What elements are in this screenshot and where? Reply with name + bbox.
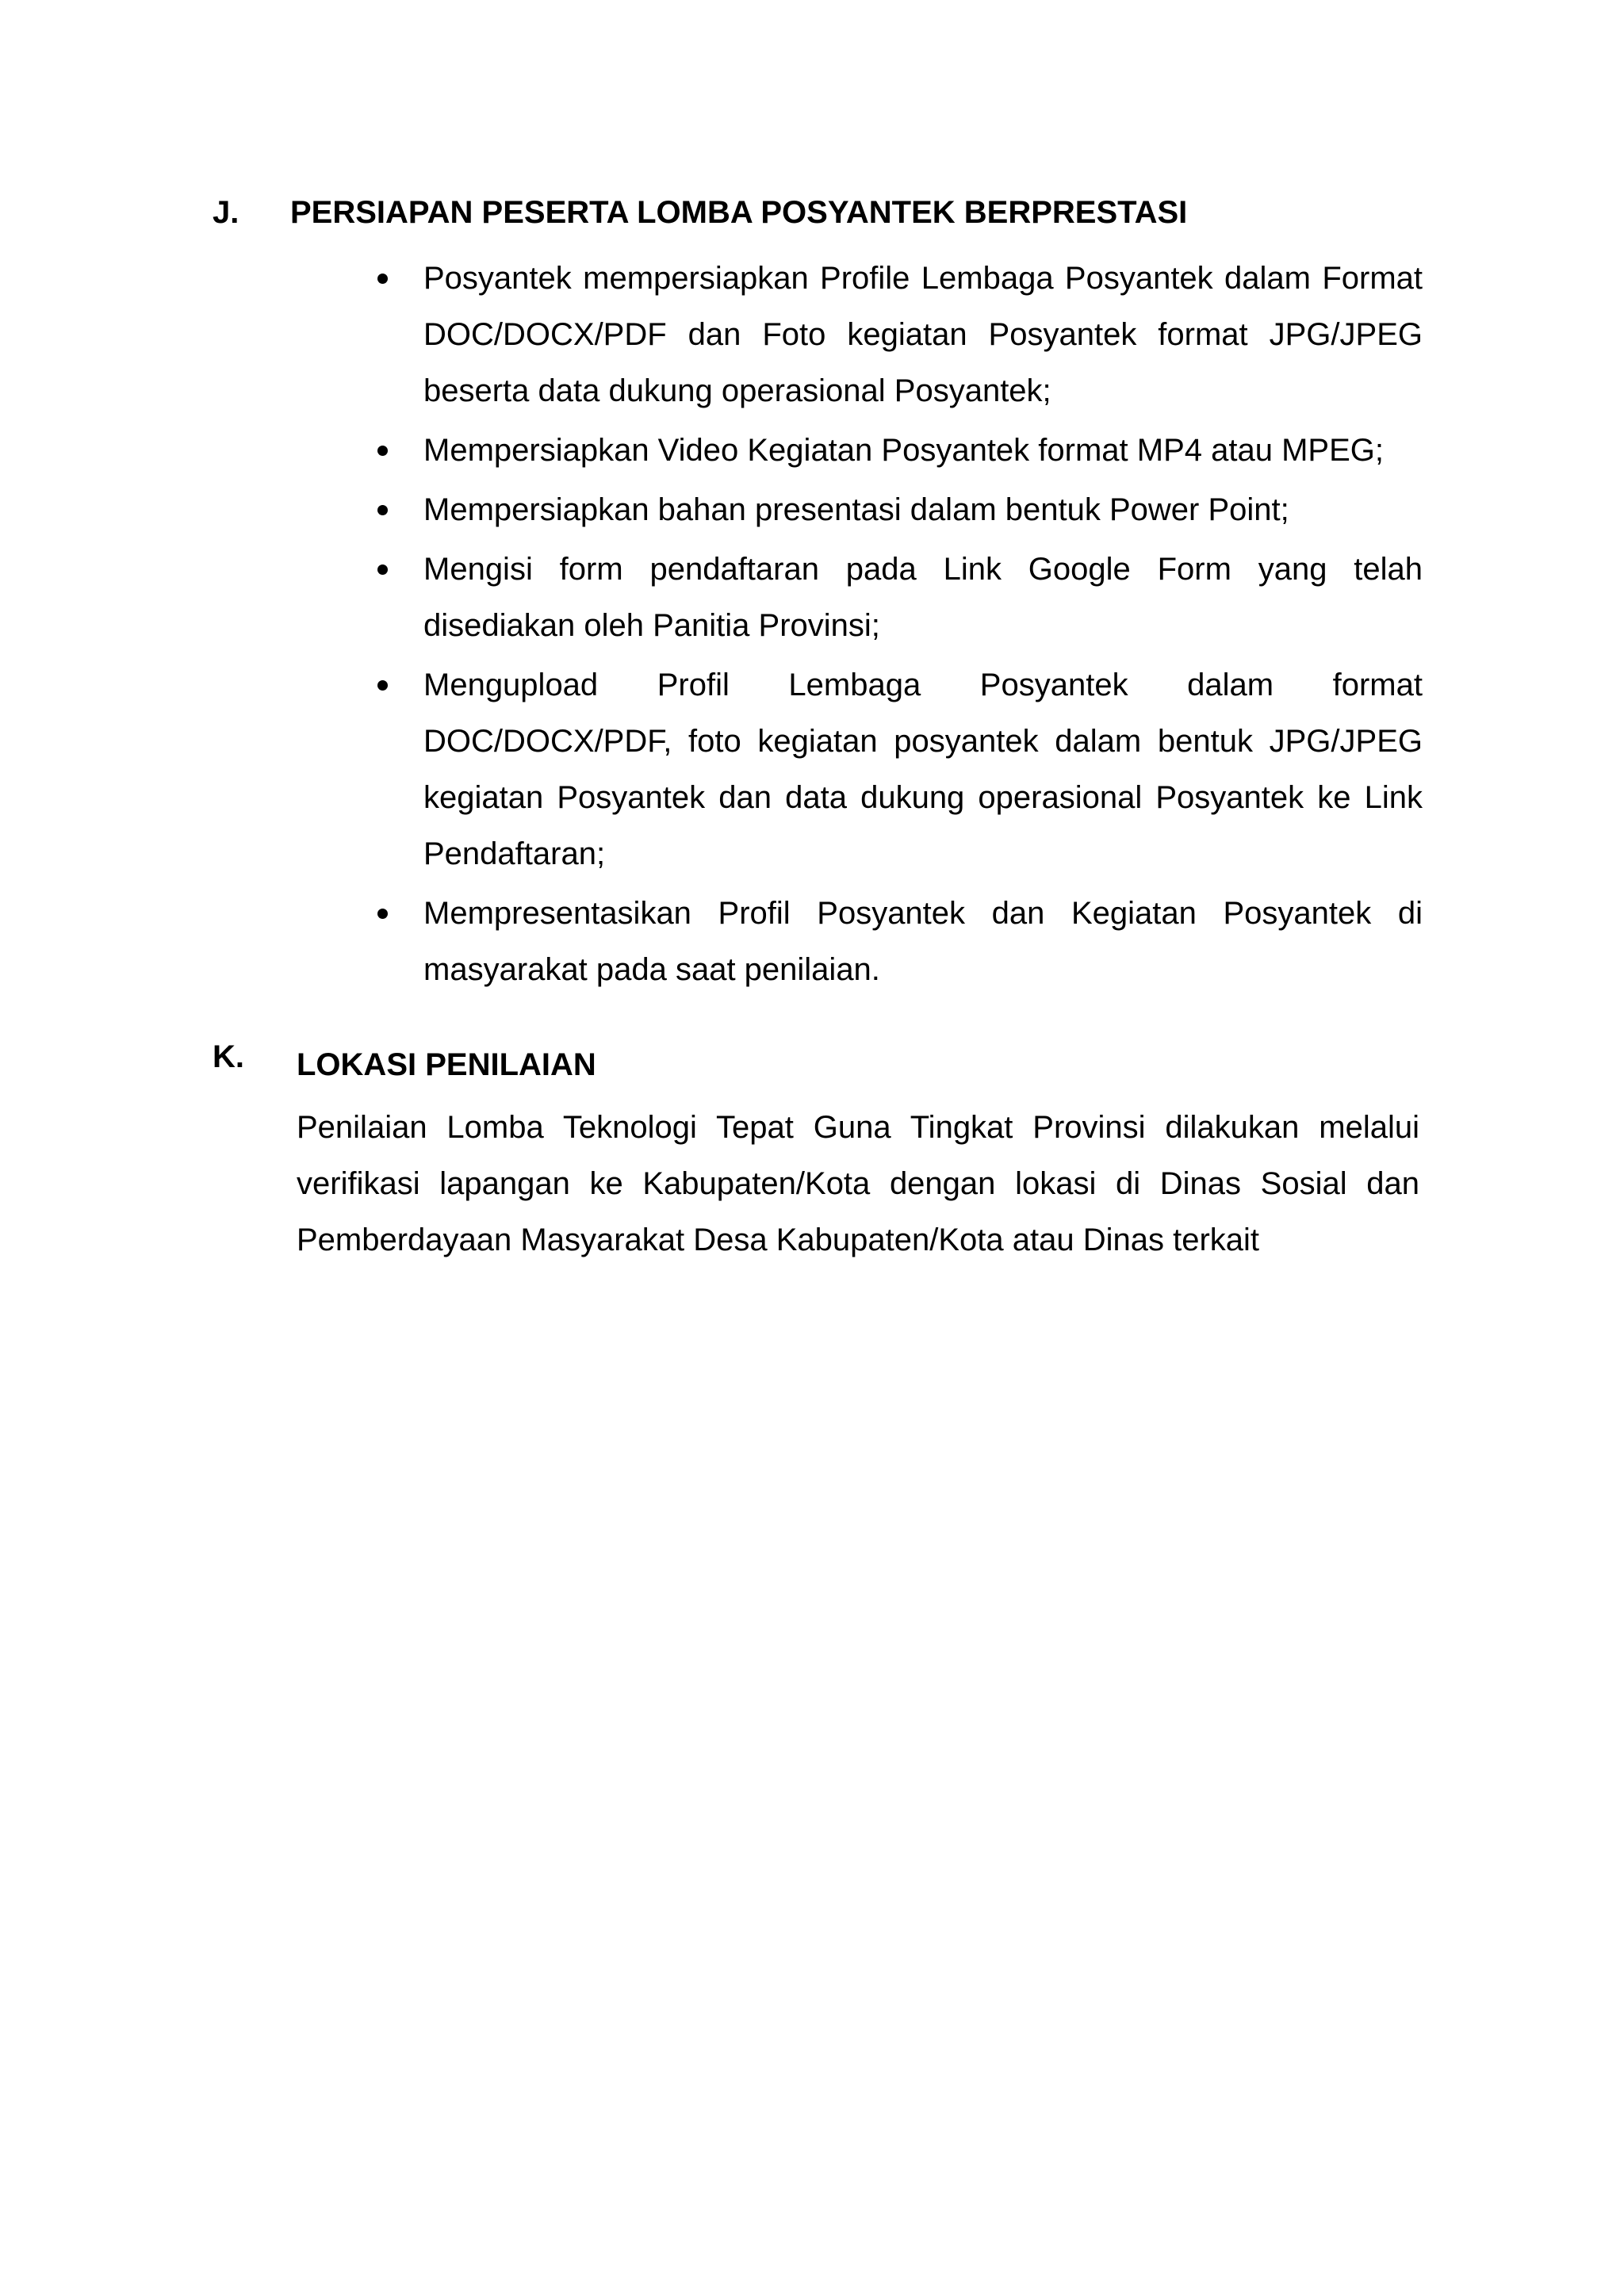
body-paragraph: Penilaian Lomba Teknologi Tepat Guna Tingkat Provinsi dilakukan melalui verifikasi lapangan ke Kabupaten/Kota dengan lokasi di Dinas Sosial dan Pemberdayaan Masyarakat Desa Kabupaten/Kota atau Dinas terkait bbox=[297, 1110, 1419, 1257]
list-item-text: Mengisi form pendaftaran pada Link Google Form yang telah disediakan oleh Panitia Provinsi; bbox=[423, 552, 1423, 643]
bullet-icon bbox=[373, 251, 392, 306]
bullet-icon bbox=[373, 541, 392, 597]
bullet-icon bbox=[373, 657, 392, 713]
list-item bbox=[0, 251, 1624, 419]
bullet-icon bbox=[373, 482, 392, 538]
list-item-text: Mempersiapkan Video Kegiatan Posyantek format MP4 atau MPEG; bbox=[423, 433, 1384, 468]
bullet-icon bbox=[373, 886, 392, 941]
bullet-icon bbox=[373, 423, 392, 478]
section-letter: J. bbox=[213, 195, 239, 230]
list-item bbox=[0, 886, 1624, 998]
list-item bbox=[0, 423, 1624, 479]
section-heading: PERSIAPAN PESERTA LOMBA POSYANTEK BERPRESTASI bbox=[290, 195, 1188, 230]
list-item bbox=[0, 482, 1624, 538]
list-item-text: Posyantek mempersiapkan Profile Lembaga Posyantek dalam Format DOC/DOCX/PDF dan Foto kegiatan Posyantek format JPG/JPEG beserta data dukung operasional Posyantek; bbox=[423, 261, 1423, 408]
list-item-text: Mengupload Profil Lembaga Posyantek dalam format DOC/DOCX/PDF, foto kegiatan posyantek dalam bentuk JPG/JPEG kegiatan Posyantek dan data dukung operasional Posyantek ke Link Pendaftaran; bbox=[423, 668, 1423, 871]
list-item-text: Mempresentasikan Profil Posyantek dan Kegiatan Posyantek di masyarakat pada saat penilaian. bbox=[423, 896, 1423, 987]
section-letter: K. bbox=[213, 1039, 244, 1074]
section-heading: LOKASI PENILAIAN bbox=[297, 1047, 596, 1082]
list-item bbox=[0, 541, 1624, 654]
list-item-text: Mempersiapkan bahan presentasi dalam bentuk Power Point; bbox=[423, 492, 1289, 527]
requirements-list bbox=[0, 251, 1624, 1001]
list-item bbox=[0, 657, 1624, 882]
